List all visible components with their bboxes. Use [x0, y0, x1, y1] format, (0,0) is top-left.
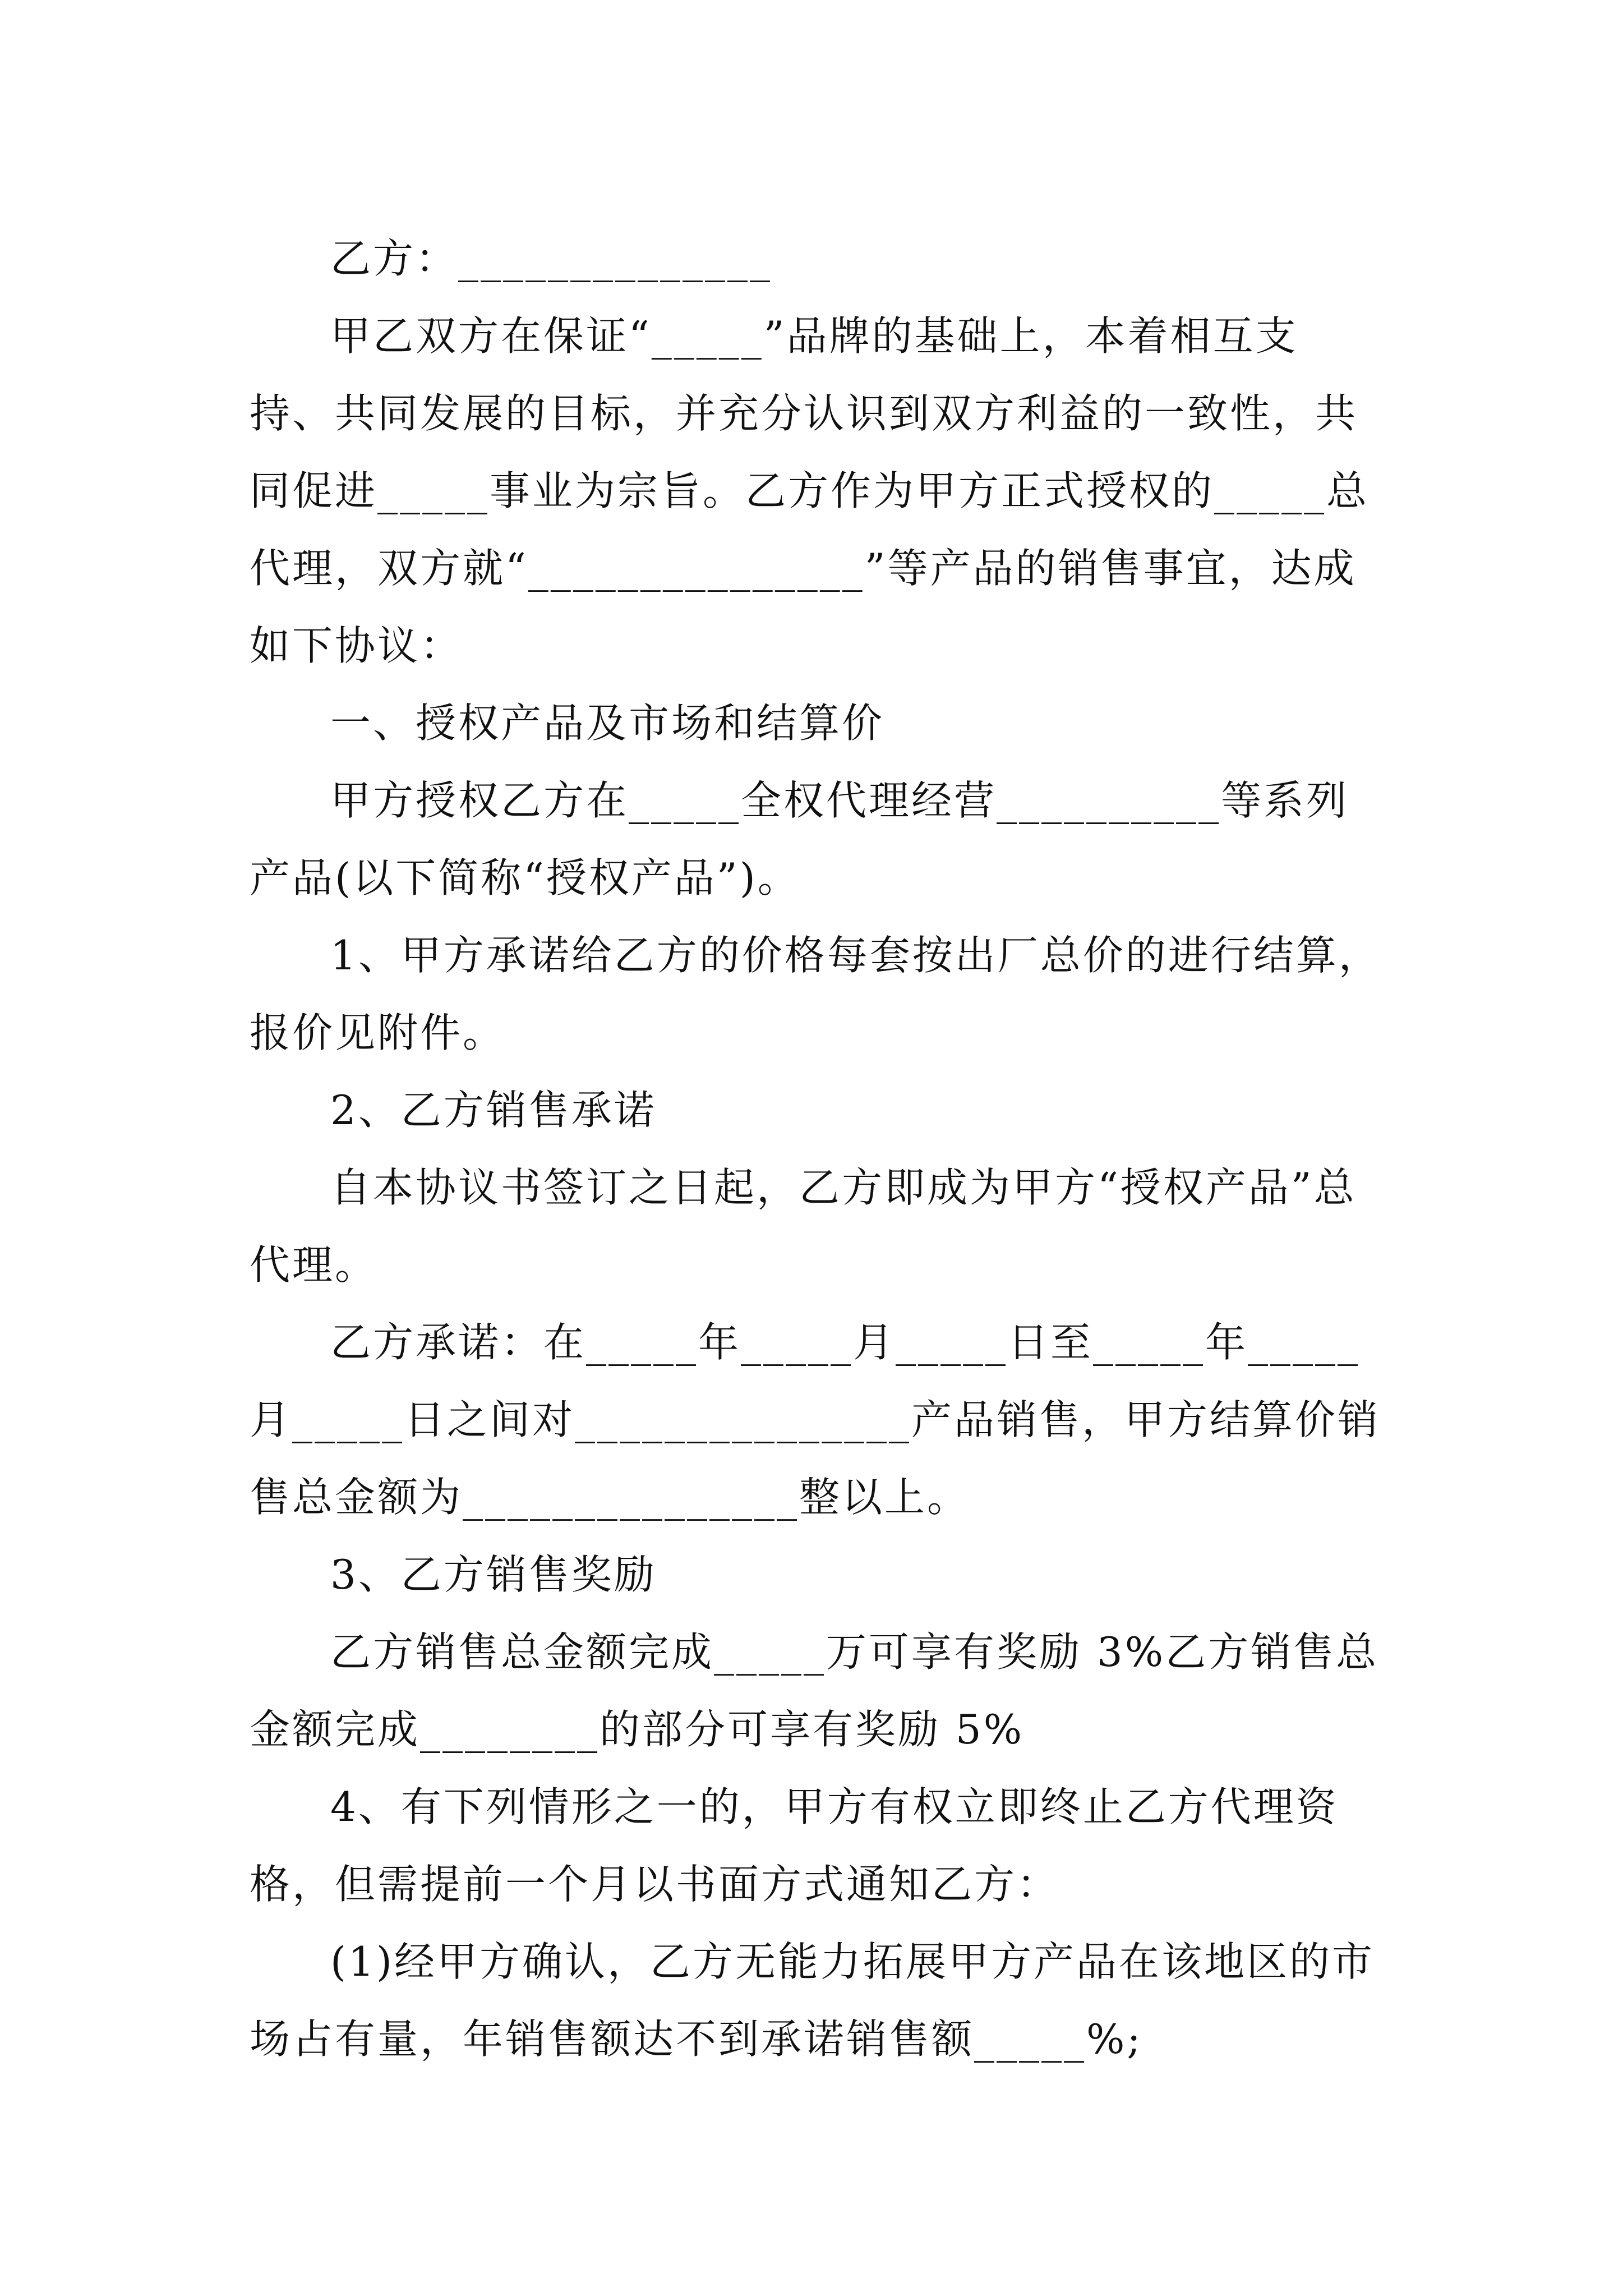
section-heading-authorized-products: 一、授权产品及市场和结算价: [330, 700, 885, 747]
clause-2-heading: 2、乙方销售承诺: [330, 1087, 657, 1134]
clause-1-pricing: 1、甲方承诺给乙方的价格每套按出厂总价的进行结算，报价见附件。: [250, 932, 1381, 1056]
clause-3-heading: 3、乙方销售奖励: [330, 1551, 657, 1598]
document-body: [250, 220, 1382, 2078]
party-b-line: 乙方：______________: [330, 235, 773, 282]
clause-3-reward: 乙方销售总金额完成_____万可享有奖励 3%乙方销售总金额完成________的部分可享有奖励 5%: [250, 1628, 1379, 1753]
clause-4-item-1: (1)经甲方确认，乙方无能力拓展甲方产品在该地区的市场占有量，年销售额达不到承诺销售额_____%;: [250, 1938, 1375, 2063]
clause-2-effective: 自本协议书签订之日起，乙方即成为甲方“授权产品”总代理。: [250, 1164, 1357, 1289]
agreement-preamble: 甲乙双方在保证“_____”品牌的基础上，本着相互支持、共同发展的目标，并充分认识到双方利益的一致性，共同促进_____事业为宗旨。乙方作为甲方正式授权的_____总代理，双方就“_______________”等产品的销售事宜，达成如下协议：: [250, 312, 1370, 669]
authorization-clause: 甲方授权乙方在_____全权代理经营__________等系列产品(以下简称“授权产品”)。: [250, 777, 1349, 901]
clause-2-commitment: 乙方承诺：在_____年_____月_____日至_____年_____月_____日之间对_______________产品销售，甲方结算价销售总金额为_______________整以上。: [250, 1319, 1381, 1521]
clause-4-termination: 4、有下列情形之一的，甲方有权立即终止乙方代理资格，但需提前一个月以书面方式通知乙方：: [250, 1783, 1339, 1908]
